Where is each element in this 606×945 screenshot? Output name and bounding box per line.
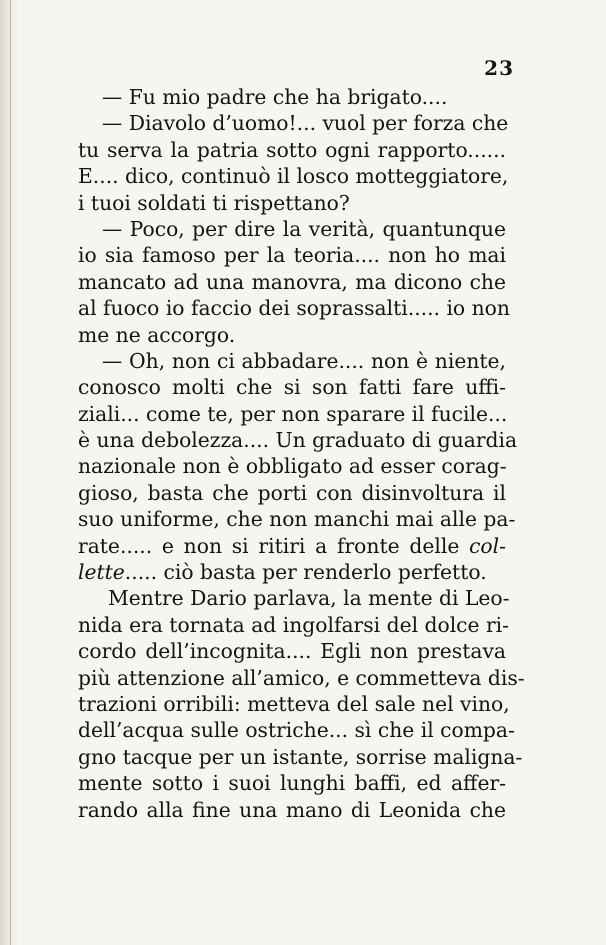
italic-segment: lette [78, 560, 125, 585]
text-line: gioso, basta che porti con disinvoltura il [78, 480, 506, 505]
text-line: è una debolezza.... Un graduato di guardia [78, 428, 518, 453]
text-line: i tuoi soldati ti rispettano? [78, 190, 350, 215]
text-line-mixed [78, 559, 506, 585]
text-line: nida era tornata ad ingolfarsi del dolce ri- [78, 612, 510, 637]
text-line: trazioni orribili: metteva del sale nel vino, [78, 691, 510, 716]
text-line: — Diavolo d’uomo!... vuol per forza che [102, 111, 509, 136]
italic-segment: col- [469, 533, 506, 558]
text-line: più attenzione all’amico, e commetteva dis- [78, 665, 525, 690]
text-line: rando alla fine una mano di Leonida che [78, 797, 506, 822]
text-line: E.... dico, continuò il losco motteggiatore, [78, 164, 509, 189]
text-line: conosco molti che si son fatti fare uffi- [78, 375, 506, 400]
text-line: — Poco, per dire la verità, quantunque [102, 216, 506, 241]
text-line: ziali... come te, per non sparare il fucile... [78, 401, 508, 426]
text-line: nazionale non è obbligato ad esser corag- [78, 454, 507, 479]
text-line: Mentre Dario parlava, la mente di Leo- [108, 586, 510, 611]
text-line: mancato ad una manovra, ma dicono che [78, 269, 506, 294]
page-number: 23 [484, 56, 514, 80]
text-line-mixed [78, 533, 506, 559]
binding-edge [10, 0, 11, 945]
body-text [78, 84, 525, 823]
text-line: cordo dell’incognita.... Egli non prestava [78, 639, 506, 664]
page-gutter [0, 0, 18, 945]
text-segment: rate..... e non si ritiri a fronte delle [78, 533, 470, 558]
text-line: me ne accorgo. [78, 322, 236, 347]
text-line: mente sotto i suoi lunghi baffi, ed affer- [78, 771, 506, 796]
text-line: — Fu mio padre che ha brigato.... [102, 85, 448, 109]
text-line: gno tacque per un istante, sorrise maligna- [78, 744, 523, 769]
text-line: — Oh, non ci abbadare.... non è niente, [102, 348, 506, 373]
text-line: dell’acqua sulle ostriche... sì che il compa- [78, 718, 515, 743]
text-line: suo uniforme, che non manchi mai alle pa- [78, 507, 516, 532]
text-line: io sia famoso per la teoria.... non ho mai [78, 243, 506, 268]
text-line: al fuoco io faccio dei soprassalti..... io non [78, 296, 510, 321]
text-segment: ..... ciò basta per renderlo perfetto. [124, 560, 487, 585]
text-line: tu serva la patria sotto ogni rapporto...... [78, 137, 506, 162]
